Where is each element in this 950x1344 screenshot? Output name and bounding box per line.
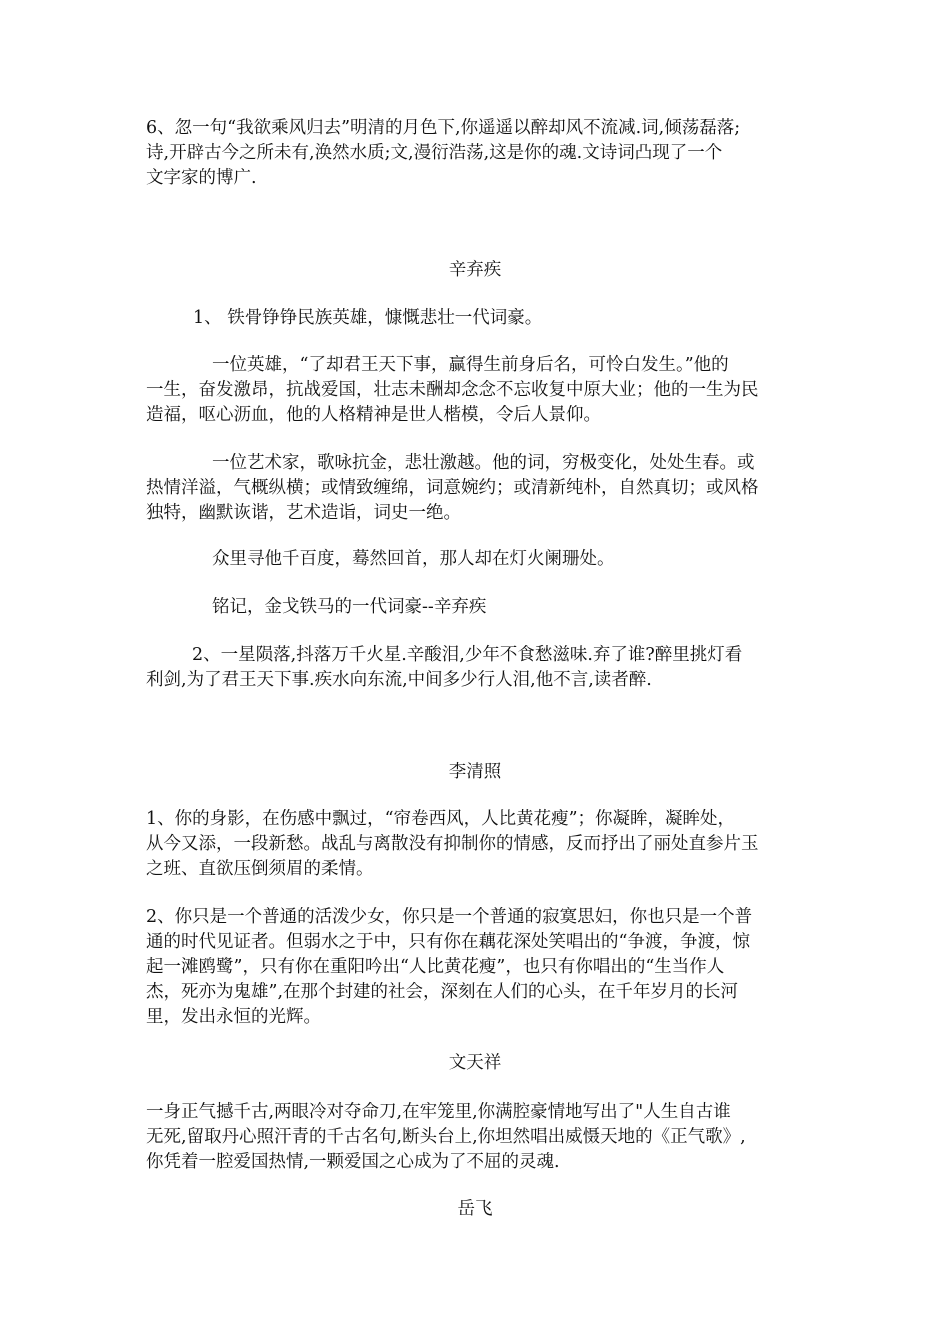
text-line: 之班、直欲压倒须眉的柔情。 xyxy=(146,859,374,879)
text-line: 一生，奋发激昂，抗战爱国，壮志未酬却念念不忘收复中原大业；他的一生为民 xyxy=(146,380,759,400)
text-line: 杰，死亦为鬼雄”,在那个封建的社会，深刻在人们的心头，在千年岁月的长河 xyxy=(146,982,739,1002)
text-line: 1、 铁骨铮铮民族英雄，慷慨悲壮一代词豪。 xyxy=(193,308,543,328)
text-line: 你凭着一腔爱国热情,一颗爱国之心成为了不屈的灵魂. xyxy=(146,1152,560,1172)
section-title-yue-fei: 岳飞 xyxy=(457,1199,493,1219)
xin-paragraph-hero xyxy=(146,353,812,428)
text-line: 一位英雄，“了却君王天下事，赢得生前身后名，可怜白发生。”他的 xyxy=(212,355,729,375)
text-line: 无死,留取丹心照汗青的千古名句,断头台上,你坦然唱出威慑天地的《正气歌》, xyxy=(146,1127,746,1147)
wen-paragraph xyxy=(146,1100,812,1175)
section-title-li-qingzhao: 李清照 xyxy=(448,762,502,782)
text-line: 热情洋溢，气概纵横；或情致缠绵，词意婉约；或清新纯朴，自然真切；或风格 xyxy=(146,478,759,498)
text-line: 诗,开辟古今之所未有,涣然水质;文,漫衍浩荡,这是你的魂.文诗词凸现了一个 xyxy=(146,143,723,163)
text-line: 文字家的博广. xyxy=(146,168,257,188)
li-item-2 xyxy=(146,905,812,1030)
text-line: 2、你只是一个普通的活泼少女，你只是一个普通的寂寞思妇，你也只是一个普 xyxy=(146,907,753,927)
text-line: 独特，幽默诙谐，艺术造诣，词史一绝。 xyxy=(146,503,461,523)
text-line: 1、你的身影，在伤感中飘过，“帘卷西风，人比黄花瘦”；你凝眸，凝眸处， xyxy=(146,809,736,829)
text-line: 6、忽一句“我欲乘风归去”明清的月色下,你遥遥以醉却风不流减.词,倾荡磊落; xyxy=(146,118,741,138)
text-line: 2、一星陨落,抖落万千火星.辛酸泪,少年不食愁滋味.弃了谁?醉里挑灯看 xyxy=(192,645,743,665)
text-line: 通的时代见证者。但弱水之于中，只有你在藕花深处笑唱出的“争渡，争渡，惊 xyxy=(146,932,750,952)
xin-quote xyxy=(212,547,878,572)
text-line: 起一滩鸥鹭”，只有你在重阳吟出“人比黄花瘦”，也只有你唱出的“生当作人 xyxy=(146,957,725,977)
text-line: 一身正气撼千古,两眼冷对夺命刀,在牢笼里,你满腔豪情地写出了"人生自古谁 xyxy=(146,1102,731,1122)
section-title-wen-tianxiang: 文天祥 xyxy=(448,1053,502,1073)
paragraph-6 xyxy=(146,116,812,191)
xin-motto xyxy=(212,595,878,620)
xin-item-1 xyxy=(193,306,859,331)
text-line: 利剑,为了君王天下事.疾水向东流,中间多少行人泪,他不言,读者醉. xyxy=(146,670,652,690)
text-line: 众里寻他千百度，蓦然回首，那人却在灯火阑珊处。 xyxy=(212,549,615,569)
li-item-1 xyxy=(146,807,812,882)
text-line: 里，发出永恒的光辉。 xyxy=(146,1007,321,1027)
xin-item-2 xyxy=(146,643,812,693)
text-line: 造福，呕心沥血，他的人格精神是世人楷模，令后人景仰。 xyxy=(146,405,601,425)
xin-paragraph-artist xyxy=(146,451,812,526)
text-line: 从今又添，一段新愁。战乱与离散没有抑制你的情感，反而抒出了丽处直参片玉 xyxy=(146,834,759,854)
text-line: 铭记，金戈铁马的一代词豪--辛弃疾 xyxy=(212,597,487,617)
section-title-xin-qiji: 辛弃疾 xyxy=(448,260,502,280)
text-line: 一位艺术家，歌咏抗金，悲壮激越。他的词，穷极变化，处处生春。或 xyxy=(212,453,755,473)
